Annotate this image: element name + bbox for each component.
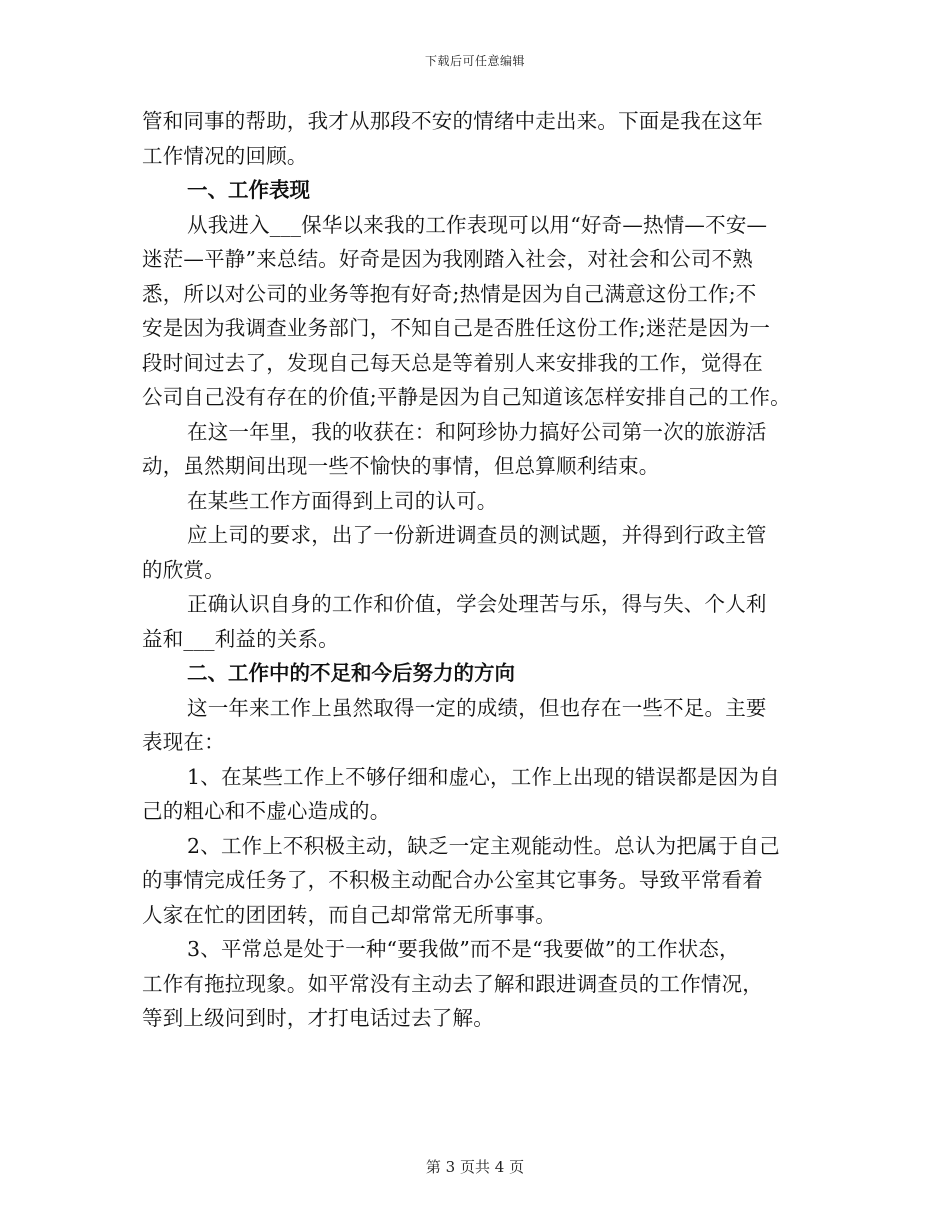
paragraph-line: 工作有拖拉现象。如平常没有主动去了解和跟进调查员的工作情况，: [142, 971, 763, 996]
paragraph-line: 的事情完成任务了，不积极主动配合办公室其它事务。导致平常看着: [142, 868, 763, 892]
document-body: [142, 104, 822, 1036]
paragraph-line: 等到上级问到时，才打电话过去了解。: [142, 1006, 494, 1030]
paragraph-line: 表现在：: [142, 730, 225, 754]
page-header: 下载后可任意编辑: [424, 54, 525, 68]
paragraph-line: 安是因为我调查业务部门，不知自己是否胜任这份工作;迷茫是因为一: [142, 316, 771, 340]
paragraph-line: 人家在忙的团团转，而自己却常常无所事事。: [142, 902, 556, 927]
paragraph-line: 的欣赏。: [142, 557, 225, 582]
section-heading: 一、工作表现: [187, 178, 310, 202]
paragraph-line: 2、工作上不积极主动，缺乏一定主观能动性。总认为把属于自己: [187, 833, 780, 858]
section-heading: 二、工作中的不足和今后努力的方向: [187, 661, 515, 685]
paragraph-line: 益和___利益的关系。: [142, 626, 339, 651]
paragraph-line: 管和同事的帮助，我才从那段不安的情绪中走出来。下面是我在这年: [142, 109, 763, 133]
paragraph-line: 应上司的要求，出了一份新进调查员的测试题，并得到行政主管: [187, 523, 767, 547]
paragraph-line: 己的粗心和不虚心造成的。: [142, 799, 391, 823]
paragraph-line: 工作情况的回顾。: [142, 143, 308, 168]
paragraph-line: 公司自己没有存在的价值;平静是因为自己知道该怎样安排自己的工作。: [142, 385, 791, 409]
paragraph-line: 悉，所以对公司的业务等抱有好奇;热情是因为自己满意这份工作;不: [142, 281, 757, 306]
paragraph-line: 正确认识自身的工作和价值，学会处理苦与乐，得与失、个人利: [187, 592, 767, 616]
page-footer: 第 3 页共 4 页: [425, 1158, 525, 1176]
paragraph-line: 在某些工作方面得到上司的认可。: [187, 488, 498, 513]
paragraph-line: 迷茫—平静”来总结。好奇是因为我刚踏入社会，对社会和公司不熟: [142, 247, 753, 271]
paragraph-line: 1、在某些工作上不够仔细和虚心，工作上出现的错误都是因为自: [187, 764, 780, 789]
paragraph-line: 从我进入___保华以来我的工作表现可以用“好奇—热情—不安—: [187, 212, 768, 237]
paragraph-line: 这一年来工作上虽然取得一定的成绩，但也存在一些不足。主要: [187, 695, 767, 720]
paragraph-line: 在这一年里，我的收获在：和阿珍协力搞好公司第一次的旅游活: [187, 419, 767, 444]
paragraph-line: 3、平常总是处于一种“要我做”而不是“我要做”的工作状态，: [187, 937, 740, 961]
paragraph-line: 段时间过去了，发现自己每天总是等着别人来安排我的工作，觉得在: [142, 350, 763, 375]
paragraph-line: 动，虽然期间出现一些不愉快的事情，但总算顺利结束。: [142, 454, 660, 478]
